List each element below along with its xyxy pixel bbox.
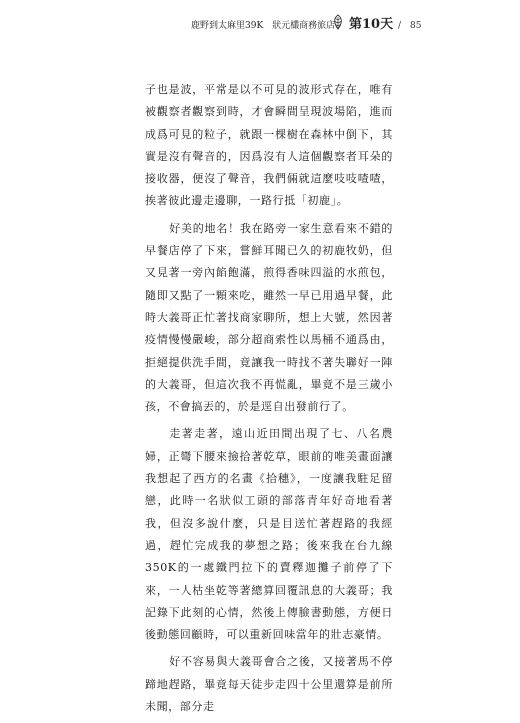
paragraph: 走著走著，遠山近田間出現了七、八名農婦，正彎下腰來撿拾著乾草，眼前的唯美畫面讓我想起了西方的名畫《拾穗》，一度讓我駐足留戀，此時一名狀似工頭的部落青年好奇地看著我，但沒多說什麼，只是目送忙著趕路的我經過，趕忙完成我的夢想之路；後來我在台九線350K的一處鐵門拉下的賣釋迦攤子前停了下來，一人枯坐乾等著總算回覆訊息的大義哥；我記錄下此刻的心情，然後上傳臉書動態，方便日後動態回顧時，可以重新回味當年的壯志豪情。 <box>145 427 393 642</box>
page-header <box>0 0 520 38</box>
leaf-ornament-icon <box>330 14 346 30</box>
body-text <box>145 79 393 723</box>
paragraph: 好美的地名！我在路旁一家生意看來不錯的早餐店停了下來，嘗鮮耳聞已久的初鹿牧奶，但又見著一旁內餡飽滿，煎得香味四溢的水煎包，隨即又點了一顆來吃，雖然一早已用過早餐，此時大義哥正忙著找商家聊所，想上大號，然因著疫情慢慢嚴峻，部分超商索性以馬桶不通爲由，拒絕提供洗手間，竟讓我一時找不著失聯好一陣的大義哥，但這次我不再慌亂，畢竟不是三歲小孩，不會搞丟的，於是逕自出發前行了。 <box>145 221 393 414</box>
page-number: / 85 <box>398 21 422 31</box>
running-head-subtitle: 鹿野到太麻里39K 狀元欉商務旅店 <box>191 21 336 31</box>
paragraph: 好不容易與大義哥會合之後，又接著馬不停蹄地趕路，畢竟每天徒步走四十公里還算是前所未聞，部分走 <box>145 655 393 714</box>
chapter-title: 第10天 <box>349 17 394 32</box>
paragraph: 子也是波，平常是以不可見的波形式存在，唯有被觀察者觀察到時，才會瞬間呈現波場陷，進而成爲可見的粒子，就跟一棵樹在森林中倒下，其實是沒有聲音的，因爲沒有人這個觀察者耳朵的接收器，便沒了聲音，我們倆就這麼吱吱喳喳，挨著彼此邊走邊聊，一路行抵「初鹿」。 <box>145 83 393 208</box>
